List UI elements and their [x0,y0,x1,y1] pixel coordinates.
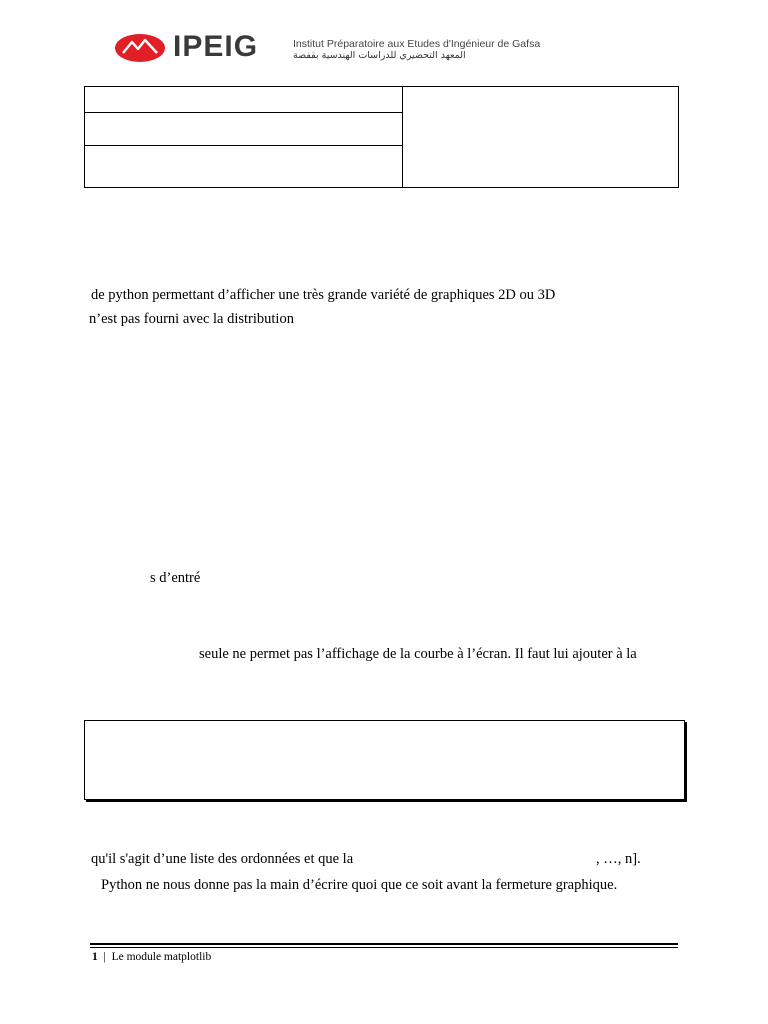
institute-name-arabic: المعهد التحضيري للدراسات الهندسية بقفصة [293,50,466,61]
code-example-box [84,720,685,800]
institute-name-french: Institut Préparatoire aux Etudes d'Ingénieur de Gafsa [293,38,541,50]
footer-separator: | [103,951,106,963]
body-text-line: qu'il s'agit d’une liste des ordonnées et que la [91,851,354,867]
page-number: 1 [92,951,98,963]
ipeig-logo-text: IPEIG [173,30,259,63]
header-table-cell [85,146,403,187]
body-text-line: s d’entré [150,570,201,586]
footer-rule [90,947,678,948]
header-table-cell [403,87,678,187]
body-text-line: Python ne nous donne pas la main d’écrire quoi que ce soit avant la fermeture graphique. [101,877,618,893]
footer-rule [90,943,678,945]
header-table-cell [85,113,403,146]
footer-title: Le module matplotlib [111,951,212,963]
header-table-cell [85,87,403,113]
body-text-line: de python permettant d’afficher une très grande variété de graphiques 2D ou 3D [91,287,556,303]
body-text-line: seule ne permet pas l’affichage de la courbe à l’écran. Il faut lui ajouter à la [199,646,637,662]
body-text-line: , …, n]. [596,851,641,867]
ipeig-logo-mark-icon [114,33,166,63]
header-info-table [84,86,679,188]
body-text-line: n’est pas fourni avec la distribution [89,311,294,327]
page-footer [92,950,211,964]
